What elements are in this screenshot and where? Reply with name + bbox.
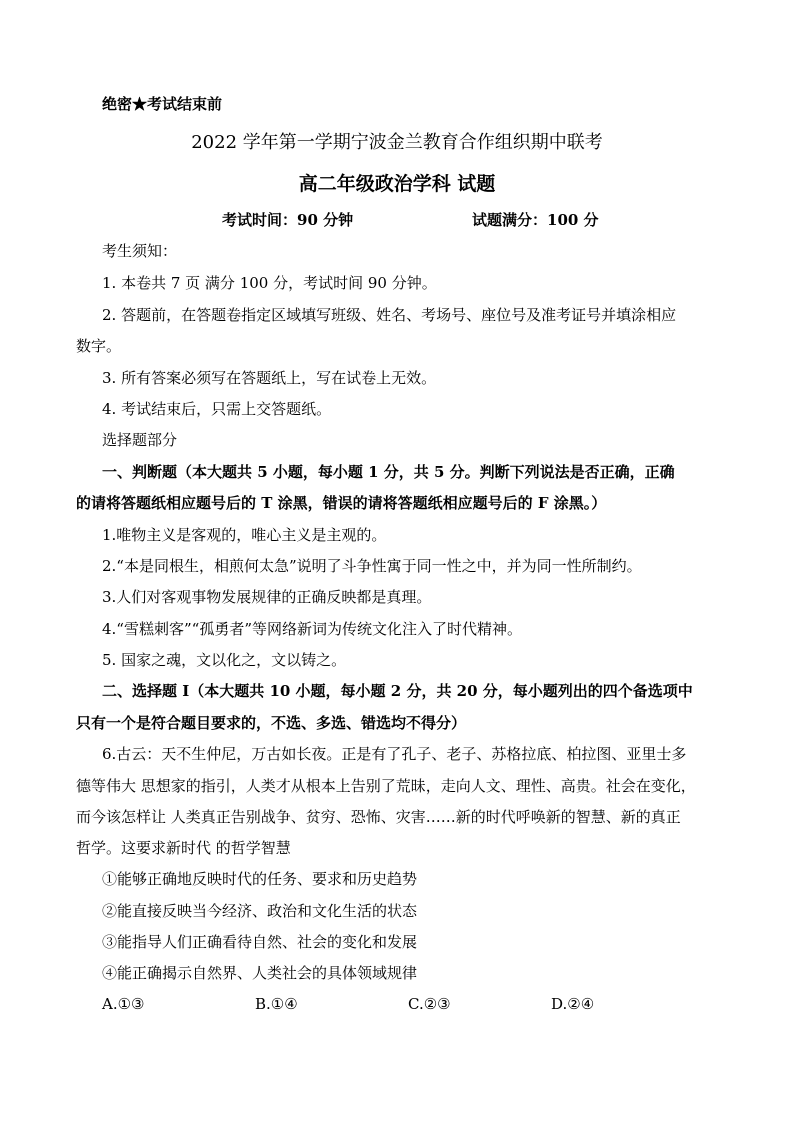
notice-item: 2. 答题前，在答题卷指定区域填写班级、姓名、考场号、座位号及准考证号并填涂相应 <box>102 306 677 324</box>
judgment-item: 5. 国家之魂，文以化之，文以铸之。 <box>102 651 347 669</box>
question-text: 6.古云：天不生仲尼，万古如长夜。正是有了孔子、老子、苏格拉底、柏拉图、亚里士多 <box>102 745 687 763</box>
statement: ④能正确揭示自然界、人类社会的具体领域规律 <box>102 964 418 982</box>
notice-item: 4. 考试结束后，只需上交答题纸。 <box>102 400 332 418</box>
part1-heading: 的请将答题纸相应题号后的 T 涂黑，错误的请将答题纸相应题号后的 F 涂黑。） <box>76 494 607 512</box>
exam-subtitle: 高二年级政治学科 试题 <box>298 173 496 195</box>
judgment-item: 4.“雪糕刺客”“孤勇者”等网络新词为传统文化注入了时代精神。 <box>102 620 522 638</box>
notice-item: 数字。 <box>76 337 122 355</box>
part2-heading: 只有一个是符合题目要求的，不选、多选、错选均不得分） <box>76 714 467 732</box>
answer-option-d: D.②④ <box>551 995 595 1013</box>
judgment-item: 1.唯物主义是客观的，唯心主义是主观的。 <box>102 526 387 544</box>
statement: ②能直接反映当今经济、政治和文化生活的状态 <box>102 902 418 920</box>
statement: ①能够正确地反映时代的任务、要求和历史趋势 <box>102 870 418 888</box>
answer-option-a: A.①③ <box>102 995 145 1013</box>
exam-title: 2022 学年第一学期宁波金兰教育合作组织期中联考 <box>191 132 603 153</box>
judgment-item: 3.人们对客观事物发展规律的正确反映都是真理。 <box>102 588 432 606</box>
question-text: 而今该怎样让 人类真正告别战争、贫穷、恐怖、灾害……新的时代呼唤新的智慧、新的真正 <box>76 808 681 826</box>
question-text: 哲学。这要求新时代 的哲学智慧 <box>76 839 291 857</box>
answer-option-b: B.①④ <box>255 995 298 1013</box>
notice-heading: 考生须知： <box>102 242 178 260</box>
question-text: 德等伟大 思想家的指引，人类才从根本上告别了荒昧，走向人文、理性、高贵。社会在变化， <box>76 777 696 795</box>
secret-label: 绝密★考试结束前 <box>102 95 223 113</box>
part2-heading: 二、选择题 Ⅰ（本大题共 10 小题，每小题 2 分，共 20 分，每小题列出的四个备选项中 <box>102 682 693 700</box>
section-label: 选择题部分 <box>102 431 178 449</box>
notice-item: 3. 所有答案必须写在答题纸上，写在试卷上无效。 <box>102 369 437 387</box>
statement: ③能指导人们正确看待自然、社会的变化和发展 <box>102 933 418 951</box>
judgment-item: 2.“本是同根生，相煎何太急”说明了斗争性寓于同一性之中，并为同一性所制约。 <box>102 557 642 575</box>
part1-heading: 一、判断题（本大题共 5 小题，每小题 1 分，共 5 分。判断下列说法是否正确，正确 <box>102 463 675 481</box>
answer-option-c: C.②③ <box>408 995 451 1013</box>
exam-score: 试题满分：100 分 <box>472 211 599 229</box>
exam-time: 考试时间：90 分钟 <box>222 211 354 229</box>
notice-item: 1. 本卷共 7 页 满分 100 分，考试时间 90 分钟。 <box>102 274 437 292</box>
